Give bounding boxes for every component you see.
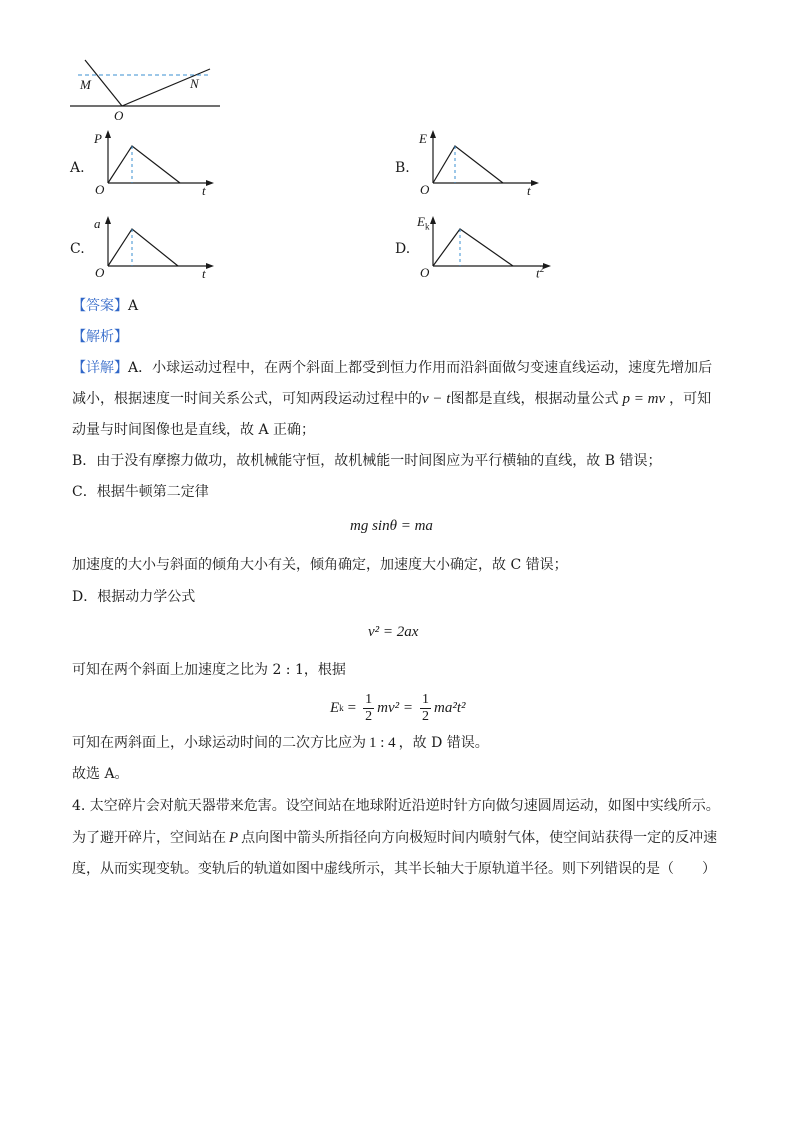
question4-line-2: 为了避开碎片，空间站在 P 点向图中箭头所指径向方向极短时间内喷射气体，使空间站获得一定的反冲速	[72, 830, 718, 846]
option-d-letter: D.	[395, 241, 411, 257]
analysis-tag: 【解析】	[72, 329, 128, 345]
incline-figure	[70, 60, 220, 130]
option-a[interactable]	[70, 128, 220, 200]
detail-line-6: 加速度的大小与斜面的倾角大小有关，倾角确定，加速度大小确定，故 C 错误；	[72, 557, 568, 573]
label-o: O	[114, 108, 124, 123]
label-m: M	[80, 77, 91, 92]
option-c-origin: O	[95, 265, 105, 280]
detail-line-8: 可知在两个斜面上加速度之比为 2 : 1，根据	[72, 662, 346, 678]
question4-line-3: 度，从而实现变轨。变轨后的轨道如图中虚线所示，其半长轴大于原轨道半径。则下列错误的是（ ）	[72, 861, 716, 877]
option-c-curve	[108, 229, 178, 266]
detail-line-7: D．根据动力学公式	[72, 589, 196, 605]
option-c-x-label: t	[202, 266, 206, 281]
option-d-y-label: $E_k$	[417, 214, 430, 232]
answer-line	[72, 296, 138, 316]
detail-line-3: 动量与时间图像也是直线，故 A 正确；	[72, 422, 316, 438]
detail-line-4: B．由于没有摩擦力做功，故机械能守恒，故机械能一时间图应为平行横轴的直线，故 B 错误；	[72, 453, 662, 469]
equation-newton: mg sinθ = ma	[350, 518, 433, 534]
option-d-origin: O	[420, 265, 430, 280]
option-b-x-label: t	[527, 183, 531, 198]
detail-line-10: 故选 A。	[72, 766, 129, 782]
equation-kinematics: v² = 2ax	[368, 624, 419, 640]
option-c-y-label: a	[94, 216, 101, 231]
label-n: N	[190, 76, 199, 91]
option-b-letter: B.	[395, 160, 410, 176]
option-d-x-label: $t^2$	[536, 264, 545, 281]
option-c-letter: C.	[70, 241, 85, 257]
option-b[interactable]	[395, 128, 545, 200]
option-a-x-label: t	[202, 183, 206, 198]
detail-line-2: 减小，根据速度一时间关系公式，可知两段运动过程中的v − t图都是直线，根据动量公式 p = mv ，可知	[72, 391, 712, 407]
option-d-curve	[433, 229, 513, 266]
option-a-letter: A.	[70, 160, 85, 176]
option-a-y-label: P	[94, 131, 102, 146]
equation-kinetic-energy: E k = $\frac{1}{2}$ mv² = $\frac{1}{2}$ ma²t²	[330, 691, 466, 724]
formula-vt: v − t	[422, 391, 451, 407]
question4-line-1: 4. 太空碎片会对航天器带来危害。设空间站在地球附近沿逆时针方向做匀速圆周运动，如图中实线所示。	[72, 798, 720, 814]
detail-line-1: 【详解】A．小球运动过程中，在两个斜面上都受到恒力作用而沿斜面做匀变速直线运动，速度先增加后	[72, 360, 713, 376]
option-c[interactable]	[70, 214, 220, 286]
option-b-curve	[433, 146, 503, 183]
answer-tag: 【答案】	[72, 298, 128, 314]
detail-line-9: 可知在两斜面上，小球运动时间的二次方比应为 1 : 4 ，故 D 错误。	[72, 735, 489, 751]
option-a-curve	[108, 146, 180, 183]
option-b-origin: O	[420, 182, 430, 197]
detail-line-5: C．根据牛顿第二定律	[72, 484, 209, 500]
formula-p-mv: p = mv	[622, 391, 666, 407]
option-d[interactable]	[395, 212, 555, 286]
time-ratio: 1 : 4	[369, 735, 396, 751]
option-a-origin: O	[95, 182, 105, 197]
option-b-y-label: E	[419, 131, 427, 146]
detail-tag: 【详解】	[72, 360, 128, 376]
answer-value: A	[128, 298, 139, 314]
